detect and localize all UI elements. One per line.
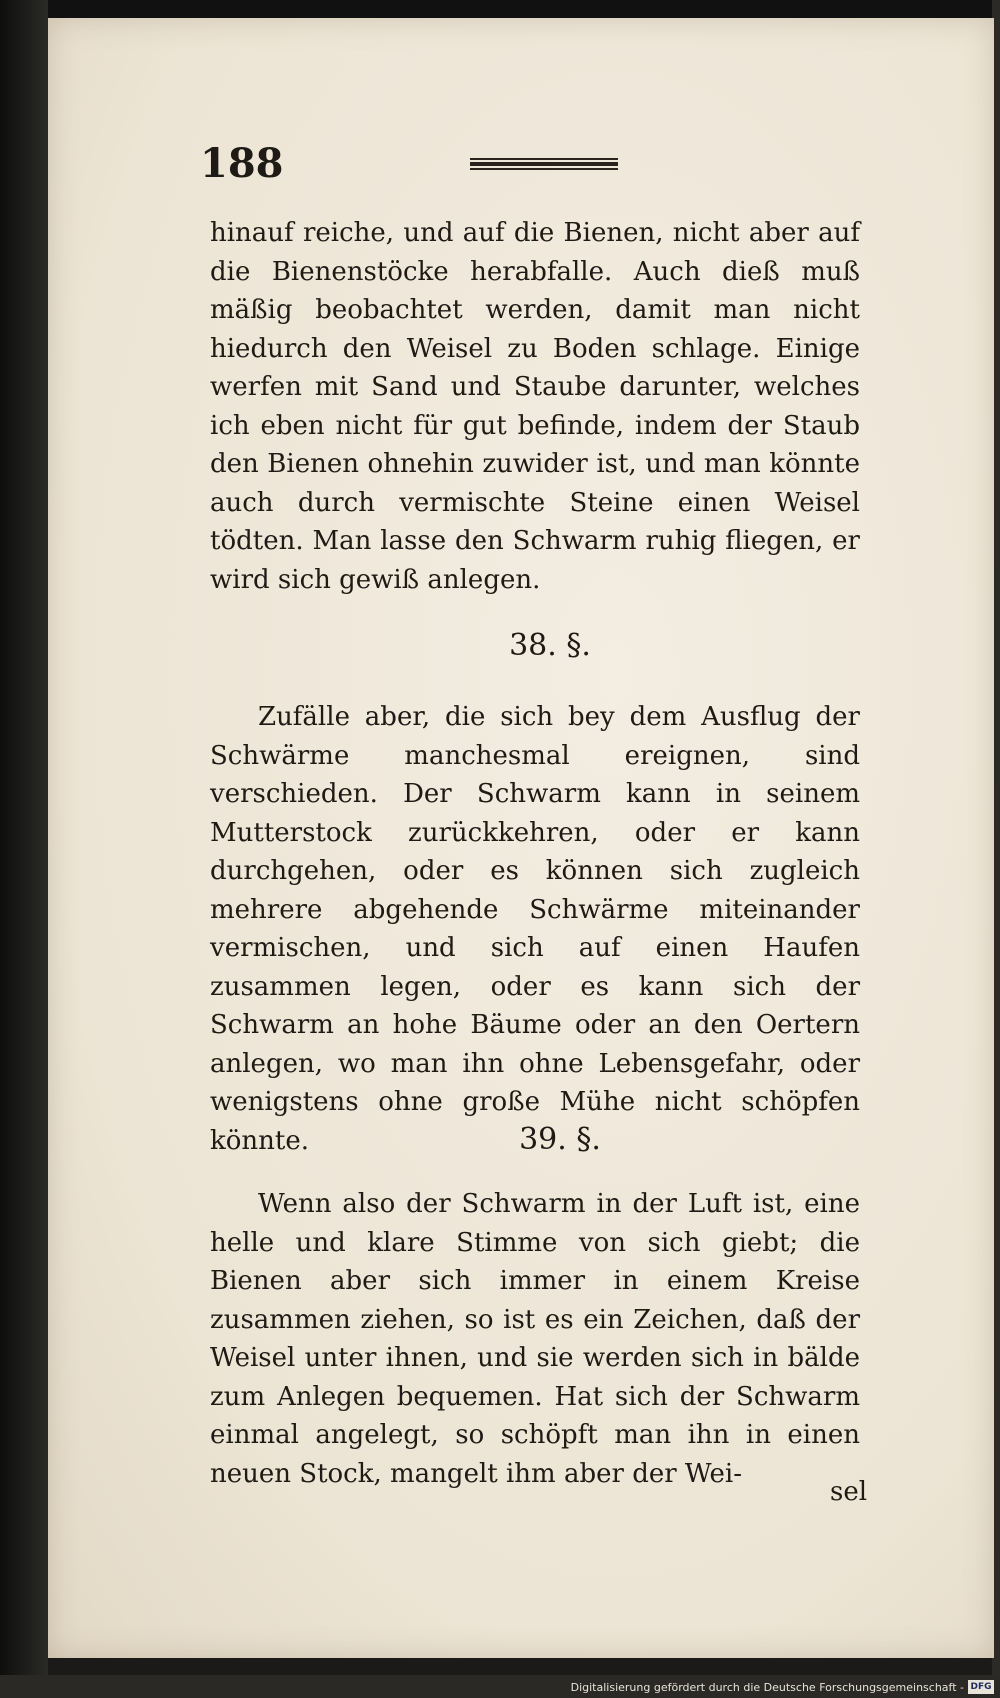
paragraph-section-38: Zufälle aber, die sich bey dem Ausflug der Schwärme manchesmal ereignen, sind verschieden. Der Schwarm kann in seinem Mutterstock zurückkehren, oder er kann durchgehen, oder es können sich zugleich mehrere abgehende Schwärme miteinander vermischen, und sich auf einen Haufen zusammen legen, oder es kann sich der Schwarm an hohe Bäume oder an den Oertern anlegen, wo man ihn ohne Lebensgefahr, oder wenigstens ohne große Mühe nicht schöpfen könnte. — [210, 702, 860, 1156]
paragraph-continuation: hinauf reiche, und auf die Bienen, nicht aber auf die Bienenstöcke herabfalle. Auch dieß muß mäßig beobachtet werden, damit man nicht hiedurch den Weisel zu Boden schlage. Einige werfen mit Sand und Staube darunter, welches ich eben nicht für gut befinde, indem der Staub den Bienen ohnehin zuwider ist, und man könnte auch durch vermischte Steine einen Weisel tödten. Man lasse den Schwarm ruhig fliegen, er wird sich gewiß anlegen. — [210, 218, 860, 595]
paragraph-section-39: Wenn also der Schwarm in der Luft ist, eine helle und klare Stimme von sich giebt; die Bienen aber sich immer in einem Kreise zusammen ziehen, so ist es ein Zeichen, daß der Weisel unter ihnen, und sie werden sich in bälde zum Anlegen bequemen. Hat sich der Schwarm einmal angelegt, so schöpft man ihn in einen neuen Stock, mangelt ihm aber der Wei- — [210, 1189, 860, 1489]
page-number: 188 — [200, 140, 284, 187]
section-heading-38: 38. §. — [509, 628, 591, 663]
catchword: sel — [830, 1477, 868, 1507]
header-rule-ornament — [470, 158, 618, 170]
digitization-credit: Digitalisierung gefördert durch die Deutsche Forschungsgemeinschaft - — [570, 1681, 964, 1694]
dfg-logo: DFG — [968, 1680, 994, 1694]
book-binding-edge — [0, 0, 48, 1698]
section-heading-39: 39. §. — [519, 1122, 601, 1157]
